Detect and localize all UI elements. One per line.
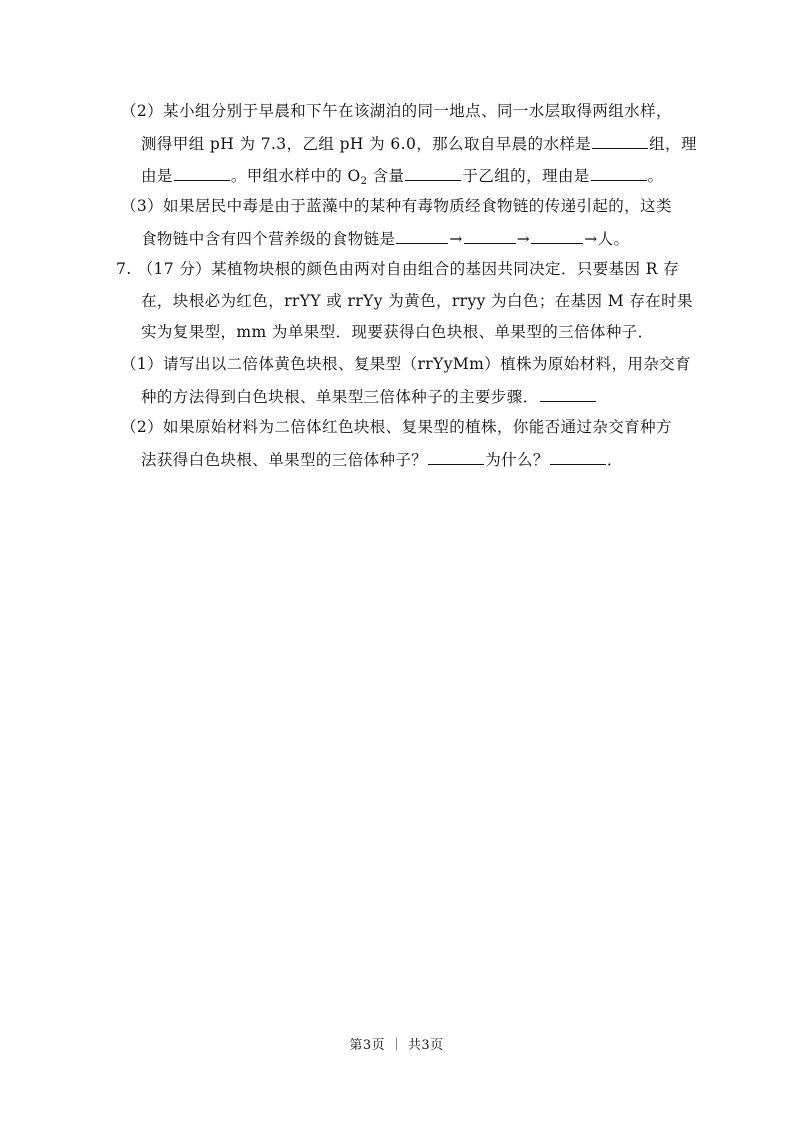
q6-part2-line1 (121, 101, 672, 121)
answer-blank[interactable] (540, 386, 596, 402)
text: ． (606, 451, 623, 469)
text: （3）如果居民中毒是由于蓝藻中的某种有毒物质经食物链的传递引起的，这类 (121, 197, 672, 215)
answer-blank[interactable] (428, 449, 484, 465)
text: （2）某小组分别于早晨和下午在该湖泊的同一地点、同一水层取得两组水样， (121, 102, 672, 120)
q7-part1-line1 (121, 354, 691, 374)
text: 。 (647, 167, 664, 185)
text: 由是 (141, 167, 173, 185)
q6-part2-line2 (141, 133, 697, 154)
answer-blank[interactable] (396, 228, 448, 244)
text: 测得甲组 pH 为 7.3，乙组 pH 为 6.0，那么取自早晨的水样是 (141, 135, 592, 153)
text: 含量 (367, 167, 405, 185)
q7-part1-line2 (141, 386, 597, 407)
answer-blank[interactable] (174, 165, 230, 181)
text: 实为复果型，mm 为单果型．现要获得白色块根、单果型的三倍体种子． (141, 323, 654, 341)
answer-blank[interactable] (550, 449, 606, 465)
q7-part2-line2 (141, 449, 623, 470)
text: （17 分）某植物块根的颜色由两对自由组合的基因共同决定．只要基因 R 存 (137, 260, 680, 278)
answer-blank[interactable] (531, 228, 583, 244)
q7-line1 (116, 259, 679, 279)
answer-blank[interactable] (592, 133, 648, 149)
question-number: 7. (116, 260, 132, 278)
text: （1）请写出以二倍体黄色块根、复果型（rrYyMm）植株为原始材料，用杂交育 (121, 355, 691, 373)
q6-part3-line2 (141, 228, 629, 249)
text: 组，理 (649, 135, 697, 153)
text: 种的方法得到白色块根、单果型三倍体种子的主要步骤． (141, 388, 539, 406)
text: 法获得白色块根、单果型的三倍体种子？ (141, 451, 428, 469)
text: →人。 (584, 230, 630, 248)
answer-blank[interactable] (405, 165, 461, 181)
answer-blank[interactable] (591, 165, 647, 181)
arrow: → (516, 230, 531, 248)
subscript: 2 (360, 176, 368, 187)
q7-line2 (141, 291, 693, 311)
answer-blank[interactable] (464, 228, 516, 244)
text: 食物链中含有四个营养级的食物链是 (141, 230, 396, 248)
text: 为什么？ (485, 451, 549, 469)
q6-part2-line3 (141, 165, 664, 186)
text: （2）如果原始材料为二倍体红色块根、复果型的植株，你能否通过杂交育种方 (121, 418, 672, 436)
page-footer: 第3页 ｜ 共3页 (349, 1038, 444, 1053)
text: 。甲组水样中的 O (230, 167, 361, 185)
q7-part2-line1 (121, 417, 672, 437)
text: 在，块根必为红色，rrYY 或 rrYy 为黄色，rryy 为白色；在基因 M 存在时果 (141, 292, 693, 310)
q6-part3-line1 (121, 196, 672, 216)
arrow: → (449, 230, 463, 248)
text: 于乙组的，理由是 (462, 167, 590, 185)
q7-line3 (141, 322, 654, 342)
